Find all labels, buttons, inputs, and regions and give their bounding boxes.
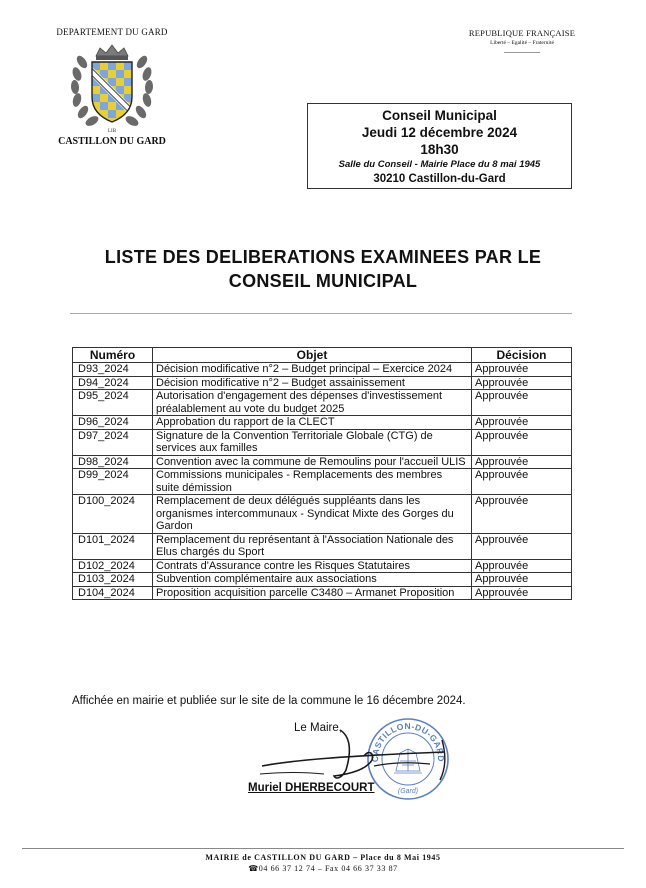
row-decision: Approuvée [472, 376, 572, 390]
row-decision: Approuvée [472, 416, 572, 430]
commune-name: CASTILLON DU GARD [58, 136, 166, 147]
row-decision: Approuvée [472, 533, 572, 559]
table-row [73, 455, 572, 469]
stamp-subtext: (Gard) [397, 788, 419, 795]
table-row [73, 559, 572, 573]
row-number: D97_2024 [73, 429, 153, 455]
row-decision: Approuvée [472, 390, 572, 416]
row-subject: Remplacement du représentant à l'Association Nationale des Elus chargés du Sport [153, 533, 472, 559]
row-number: D99_2024 [73, 469, 153, 495]
table-row [73, 469, 572, 495]
title-divider [70, 313, 572, 314]
row-subject: Contrats d'Assurance contre les Risques Statutaires [153, 559, 472, 573]
table-row [73, 573, 572, 587]
table-row [73, 495, 572, 534]
table-row [73, 586, 572, 600]
town-crest-icon [62, 42, 162, 134]
meeting-time: 18h30 [420, 142, 459, 157]
table-row [73, 533, 572, 559]
row-subject: Commissions municipales - Remplacements des membres suite démission [153, 469, 472, 495]
department-label: DEPARTEMENT DU GARD [56, 27, 168, 37]
row-number: D104_2024 [73, 586, 153, 600]
page-title-line-1: LISTE DES DELIBERATIONS EXAMINEES PAR LE [104, 247, 542, 267]
table-row [73, 429, 572, 455]
row-number: D98_2024 [73, 455, 153, 469]
republic-block [462, 28, 582, 53]
row-number: D96_2024 [73, 416, 153, 430]
row-decision: Approuvée [472, 469, 572, 495]
row-subject: Approbation du rapport de la CLECT [153, 416, 472, 430]
row-number: D103_2024 [73, 573, 153, 587]
footer-divider [22, 848, 624, 849]
deliberations-table [72, 347, 572, 600]
meeting-info-box [307, 103, 572, 189]
row-decision: Approuvée [472, 429, 572, 455]
header-decision: Décision [472, 348, 572, 363]
mayor-name: Muriel DHERBECOURT [248, 782, 375, 794]
row-subject: Subvention complémentaire aux associations [153, 573, 472, 587]
footer [0, 852, 646, 874]
row-decision: Approuvée [472, 573, 572, 587]
crest-motto: LIB [107, 129, 117, 134]
table-row [73, 416, 572, 430]
republic-motto: Liberté – Egalité – Fraternité [490, 40, 554, 46]
footer-contact: ☎04 66 37 12 74 – Fax 04 66 37 33 87 [248, 864, 398, 873]
footer-address: MAIRIE de CASTILLON DU GARD – Place du 8 Mai 1945 [205, 853, 441, 862]
mayor-title: Le Maire, [294, 722, 342, 734]
row-number: D101_2024 [73, 533, 153, 559]
row-decision: Approuvée [472, 586, 572, 600]
header-number: Numéro [73, 348, 153, 363]
row-subject: Décision modificative n°2 – Budget principal – Exercice 2024 [153, 363, 472, 377]
row-subject: Décision modificative n°2 – Budget assainissement [153, 376, 472, 390]
row-decision: Approuvée [472, 363, 572, 377]
row-number: D95_2024 [73, 390, 153, 416]
meeting-city: 30210 Castillon-du-Gard [373, 173, 506, 185]
row-subject: Autorisation d'engagement des dépenses d'investissement préalablement au vote du budget 2025 [153, 390, 472, 416]
table-row [73, 390, 572, 416]
row-number: D100_2024 [73, 495, 153, 534]
page-title-line-2: CONSEIL MUNICIPAL [228, 271, 418, 291]
publication-notice: Affichée en mairie et publiée sur le site de la commune le 16 décembre 2024. [72, 695, 466, 707]
row-decision: Approuvée [472, 559, 572, 573]
republic-label: REPUBLIQUE FRANÇAISE [468, 28, 576, 38]
republic-divider [504, 52, 540, 53]
row-number: D94_2024 [73, 376, 153, 390]
row-subject: Convention avec la commune de Remoulins pour l'accueil ULIS [153, 455, 472, 469]
row-subject: Signature de la Convention Territoriale Globale (CTG) de services aux familles [153, 429, 472, 455]
table-row [73, 376, 572, 390]
row-subject: Remplacement de deux délégués suppléants dans les organismes intercommunaux - Syndicat Mixte des Gorges du Gardon [153, 495, 472, 534]
row-decision: Approuvée [472, 495, 572, 534]
table-header-row [73, 348, 572, 363]
row-number: D93_2024 [73, 363, 153, 377]
row-subject: Proposition acquisition parcelle C3480 – Armanet Proposition [153, 586, 472, 600]
header-subject: Objet [153, 348, 472, 363]
row-decision: Approuvée [472, 455, 572, 469]
meeting-body: Conseil Municipal [382, 108, 497, 123]
stamp-text: CASTILLON-DU-GARD [369, 720, 447, 763]
meeting-venue: Salle du Conseil - Mairie Place du 8 mai 1945 [338, 159, 541, 170]
row-number: D102_2024 [73, 559, 153, 573]
page-title [40, 245, 606, 293]
meeting-date: Jeudi 12 décembre 2024 [361, 125, 518, 140]
table-row [73, 363, 572, 377]
